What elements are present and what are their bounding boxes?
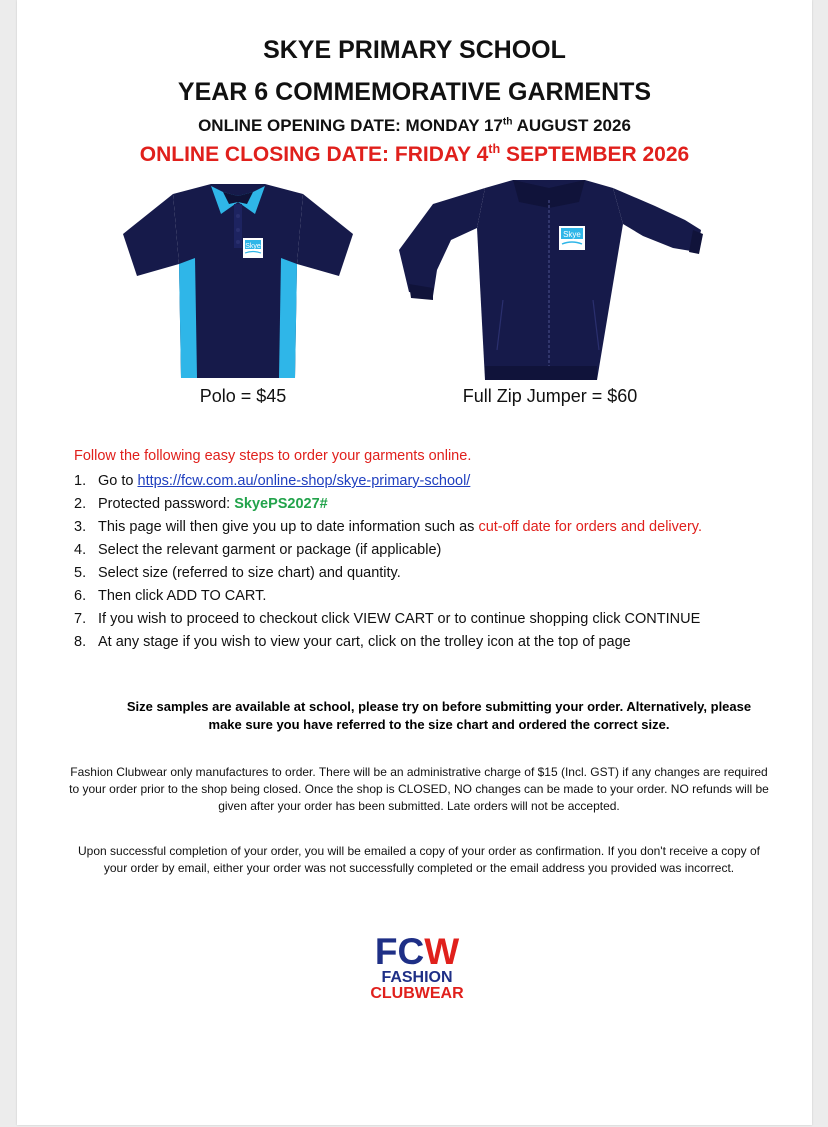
fcw-logo: FCW FASHION CLUBWEAR xyxy=(370,931,464,1002)
polo-caption: Polo = $45 xyxy=(199,386,287,406)
steps-intro: Follow the following easy steps to order your garments online. xyxy=(74,448,472,464)
svg-text:Skye: Skye xyxy=(563,230,581,239)
step-item: 1. Go to https://fcw.com.au/online-shop/skye-primary-school/ xyxy=(74,473,471,489)
step-item: 7. If you wish to proceed to checkout click VIEW CART or to continue shopping click CONTINUE xyxy=(74,611,701,627)
polo-shirt-icon xyxy=(123,184,353,380)
size-note: Size samples are available at school, please try on before submitting your order. Alternatively, please make sure you have referred to the size chart and ordered the correct size. xyxy=(126,699,752,732)
step-item: 5. Select size (referred to size chart) and quantity. xyxy=(74,565,401,581)
document-page xyxy=(17,0,812,1125)
step-item: 4. Select the relevant garment or package (if applicable) xyxy=(74,542,442,558)
step-item: 2. Protected password: SkyePS2027# xyxy=(74,496,328,512)
document-subtitle: YEAR 6 COMMEMORATIVE GARMENTS xyxy=(177,78,652,106)
steps-list xyxy=(74,470,774,654)
polo-shirt-image xyxy=(123,184,353,380)
school-name: SKYE PRIMARY SCHOOL xyxy=(263,36,566,64)
step-item: 6. Then click ADD TO CART. xyxy=(74,588,267,604)
confirmation-paragraph: Upon successful completion of your order, you will be emailed a copy of your order as confirmation. If you don't receive a copy of your order by email, either your order was not successfully completed or the email address you provided was incorrect. xyxy=(78,844,760,875)
zip-jumper-image xyxy=(393,180,705,380)
policy-paragraph: Fashion Clubwear only manufactures to order. There will be an administrative charge of $15 (Incl. GST) if any changes are required to your order prior to the shop being closed. Once the shop is CLOSED, NO changes can be made to your order. NO refunds will be given after your order has been submitted. Late orders will not be accepted. xyxy=(69,765,769,813)
closing-date: ONLINE CLOSING DATE: FRIDAY 4th SEPTEMBER 2026 xyxy=(139,142,690,166)
step-item: 8. At any stage if you wish to view your cart, click on the trolley icon at the top of page xyxy=(74,634,631,650)
opening-date: ONLINE OPENING DATE: MONDAY 17th AUGUST 2026 xyxy=(198,116,631,135)
zip-jumper-icon xyxy=(393,180,705,380)
svg-text:Skye: Skye xyxy=(245,243,261,250)
jumper-caption: Full Zip Jumper = $60 xyxy=(462,386,638,406)
shop-link[interactable]: https://fcw.com.au/online-shop/skye-primary-school/ xyxy=(137,473,471,489)
password-value: SkyePS2027# xyxy=(234,496,328,512)
step-item: 3. This page will then give you up to date information such as cut-off date for orders and delivery. xyxy=(74,519,702,535)
